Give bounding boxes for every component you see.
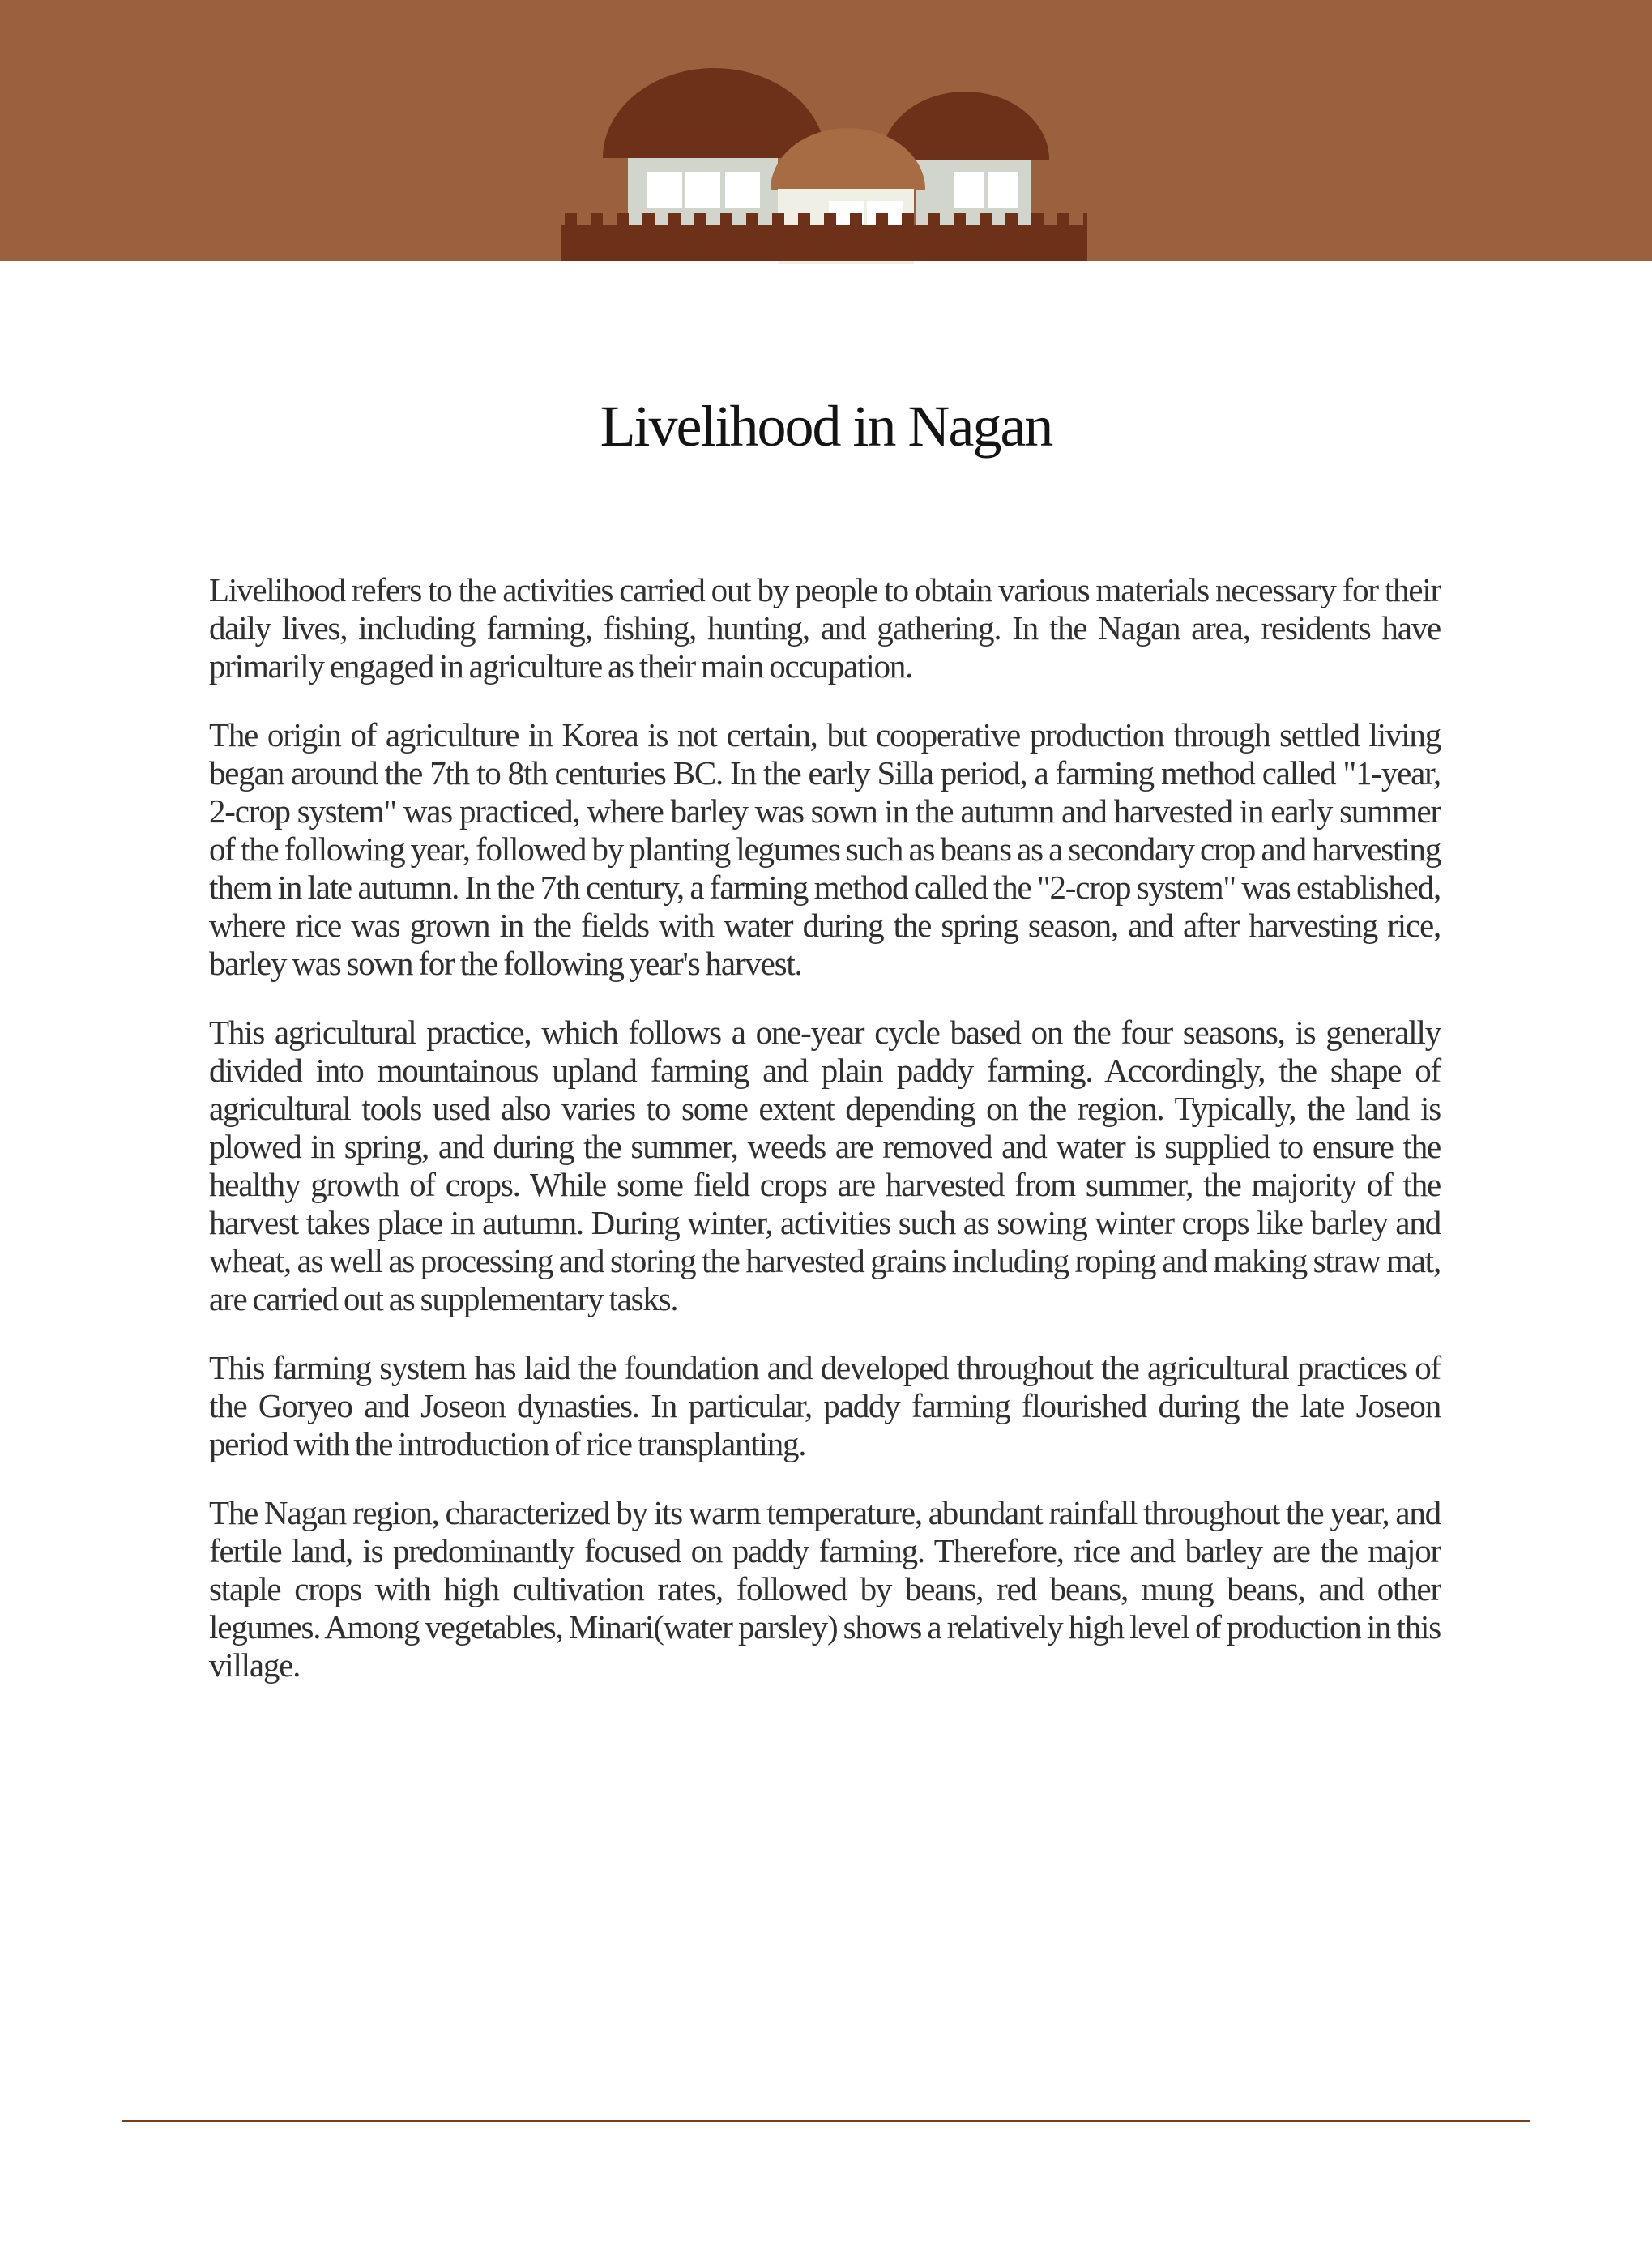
left-house-window (647, 172, 682, 208)
paragraph-farming-system-history: This farming system has laid the foundation and developed throughout the agricultural practices of the Goryeo and Joseon dynasties. In particular, paddy farming flourished during the late Joseon period with the introduction of rice transplanting. (209, 1349, 1441, 1462)
article-text (209, 571, 1441, 1684)
header-banner (0, 0, 1652, 261)
document-body (0, 261, 1652, 1715)
paragraph-nagan-region-crops: The Nagan region, characterized by its warm temperature, abundant rainfall throughout the year, and fertile land, is predominantly focused on paddy farming. Therefore, rice and barley are the major staple crops with high cultivation rates, followed by beans, red beans, mung beans, and other legumes. Among vegetables, Minari(water parsley) shows a relatively high level of production in this village. (209, 1494, 1441, 1684)
left-house-window (725, 172, 760, 208)
footer-divider (122, 2120, 1530, 2122)
paragraph-origin-of-agriculture: The origin of agriculture in Korea is not certain, but cooperative production through settled living began around the 7th to 8th centuries BC. In the early Silla period, a farming method called "1-year, 2-crop system" was practiced, where barley was sown in the autumn and harvested in early summer of the following year, followed by planting legumes such as beans as a secondary crop and harvesting them in late autumn. In the 7th century, a farming method called the "2-crop system" was established, where rice was grown in the fields with water during the spring season, and after harvesting rice, barley was sown for the following year's harvest. (209, 716, 1441, 982)
right-house-window (988, 172, 1018, 208)
fortress-wall-icon (561, 225, 1087, 261)
right-house-window (954, 172, 984, 208)
nagan-fortress-village-illustration (0, 0, 1652, 261)
left-house-window (685, 172, 720, 208)
paragraph-seasonal-cycle: This agricultural practice, which follows a one-year cycle based on the four seasons, is generally divided into mountainous upland farming and plain paddy farming. Accordingly, the shape of agricultural tools used also varies to some extent depending on the region. Typically, the land is plowed in spring, and during the summer, weeds are removed and water is supplied to ensure the healthy growth of crops. While some field crops are harvested from summer, the majority of the harvest takes place in autumn. During winter, activities such as sowing winter crops like barley and wheat, as well as processing and storing the harvested grains including roping and making straw mat, are carried out as supplementary tasks. (209, 1014, 1441, 1317)
fortress-wall-battlements-icon (561, 213, 1087, 226)
paragraph-intro: Livelihood refers to the activities carried out by people to obtain various materials necessary for their daily lives, including farming, fishing, hunting, and gathering. In the Nagan area, residents have primarily engaged in agriculture as their main occupation. (209, 571, 1441, 685)
page-title: Livelihood in Nagan (600, 394, 1052, 459)
left-house-thatched-roof-icon (603, 68, 826, 158)
